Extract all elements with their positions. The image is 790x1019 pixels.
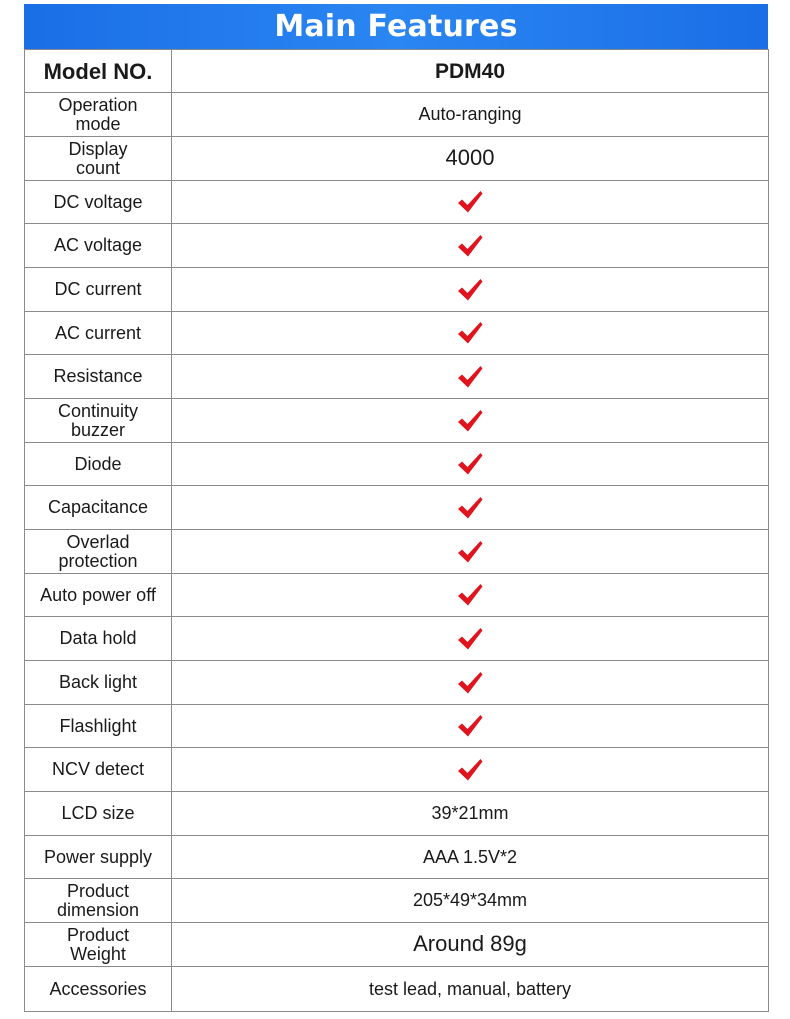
table-row-display-count bbox=[25, 137, 769, 181]
table-row-lcd-size bbox=[25, 792, 769, 836]
feature-label bbox=[25, 661, 172, 705]
feature-value bbox=[172, 312, 769, 355]
feature-label bbox=[25, 574, 172, 617]
feature-value-text: 4000 bbox=[445, 145, 495, 170]
feature-label bbox=[25, 268, 172, 312]
feature-value bbox=[172, 530, 769, 574]
feature-label-text: Overlad protection bbox=[58, 531, 138, 571]
feature-label-text: Continuity buzzer bbox=[57, 400, 139, 440]
feature-label bbox=[25, 792, 172, 836]
feature-label-text: AC current bbox=[54, 322, 142, 343]
table-row-data-hold bbox=[25, 617, 769, 661]
feature-label-text: Auto power off bbox=[40, 584, 156, 605]
feature-label bbox=[25, 224, 172, 268]
table-row-operation-mode bbox=[25, 93, 769, 137]
table-row-product-dimension bbox=[25, 879, 769, 923]
feature-label bbox=[25, 923, 172, 967]
feature-label bbox=[25, 705, 172, 748]
table-row-product-weight bbox=[25, 923, 769, 967]
feature-label-text: Flashlight bbox=[59, 715, 137, 736]
feature-label-text: Display count bbox=[68, 138, 128, 178]
feature-value bbox=[172, 399, 769, 443]
feature-label bbox=[25, 181, 172, 224]
check-mark-icon bbox=[457, 321, 483, 345]
feature-label-text: Accessories bbox=[49, 978, 147, 999]
check-mark-icon bbox=[457, 409, 483, 433]
feature-value bbox=[172, 93, 769, 137]
feature-label-text: DC voltage bbox=[53, 191, 143, 212]
check-mark-icon bbox=[457, 671, 483, 695]
feature-label-text: NCV detect bbox=[51, 759, 145, 779]
feature-value-text: AAA 1.5V*2 bbox=[422, 846, 518, 867]
feature-value-text: Auto-ranging bbox=[418, 104, 522, 124]
feature-value bbox=[172, 792, 769, 836]
feature-value-text: test lead, manual, battery bbox=[368, 978, 572, 999]
feature-label-text: DC current bbox=[54, 279, 142, 299]
check-mark-icon bbox=[457, 234, 483, 258]
feature-value bbox=[172, 705, 769, 748]
feature-label bbox=[25, 399, 172, 443]
feature-label bbox=[25, 93, 172, 137]
feature-label bbox=[25, 530, 172, 574]
feature-label-text: Back light bbox=[58, 672, 138, 692]
table-row-dc-current bbox=[25, 268, 769, 312]
feature-value bbox=[172, 443, 769, 486]
feature-value bbox=[172, 486, 769, 530]
table-row-continuity-buzzer bbox=[25, 399, 769, 443]
header-title: Main Features bbox=[274, 9, 518, 44]
feature-value bbox=[172, 268, 769, 312]
feature-label bbox=[25, 486, 172, 530]
model-label: Model NO. bbox=[25, 50, 172, 93]
feature-label bbox=[25, 355, 172, 399]
feature-label bbox=[25, 967, 172, 1012]
feature-value bbox=[172, 836, 769, 879]
feature-value-text: 205*49*34mm bbox=[412, 890, 528, 910]
feature-value bbox=[172, 181, 769, 224]
check-mark-icon bbox=[457, 540, 483, 564]
feature-label bbox=[25, 617, 172, 661]
check-mark-icon bbox=[457, 278, 483, 302]
check-mark-icon bbox=[457, 627, 483, 651]
table-row-ac-current bbox=[25, 312, 769, 355]
feature-label-text: Data hold bbox=[59, 628, 137, 648]
model-value: PDM40 bbox=[172, 50, 769, 93]
feature-label-text: LCD size bbox=[61, 803, 135, 823]
check-mark-icon bbox=[457, 496, 483, 520]
table-row-capacitance bbox=[25, 486, 769, 530]
feature-label bbox=[25, 443, 172, 486]
feature-label bbox=[25, 879, 172, 923]
feature-label bbox=[25, 312, 172, 355]
feature-label bbox=[25, 836, 172, 879]
table-row-flashlight bbox=[25, 705, 769, 748]
table-row-dc-voltage bbox=[25, 181, 769, 224]
table-row-diode bbox=[25, 443, 769, 486]
main-features-header bbox=[24, 4, 768, 49]
feature-value bbox=[172, 137, 769, 181]
feature-label-text: Power supply bbox=[43, 846, 153, 867]
feature-label-text: Product dimension bbox=[56, 880, 140, 920]
feature-label-text: Capacitance bbox=[47, 497, 149, 517]
feature-label bbox=[25, 137, 172, 181]
feature-value bbox=[172, 617, 769, 661]
feature-label-text: Resistance bbox=[53, 366, 143, 386]
feature-label-text: AC voltage bbox=[53, 235, 143, 255]
check-mark-icon bbox=[457, 190, 483, 214]
feature-label-text: Diode bbox=[74, 453, 122, 474]
table-row-power-supply bbox=[25, 836, 769, 879]
feature-label-text: Operation mode bbox=[58, 94, 138, 134]
feature-value-text: Around 89g bbox=[413, 931, 527, 956]
feature-value bbox=[172, 661, 769, 705]
feature-label bbox=[25, 748, 172, 792]
table-row-ncv-detect bbox=[25, 748, 769, 792]
check-mark-icon bbox=[457, 714, 483, 738]
feature-value bbox=[172, 879, 769, 923]
table-row-resistance bbox=[25, 355, 769, 399]
check-mark-icon bbox=[457, 758, 483, 782]
table-row-accessories bbox=[25, 967, 769, 1012]
feature-value-text: 39*21mm bbox=[431, 803, 509, 823]
feature-value bbox=[172, 967, 769, 1012]
feature-value bbox=[172, 574, 769, 617]
feature-value bbox=[172, 355, 769, 399]
table-row-back-light bbox=[25, 661, 769, 705]
check-mark-icon bbox=[457, 583, 483, 607]
feature-value bbox=[172, 224, 769, 268]
feature-value bbox=[172, 748, 769, 792]
table-row-overlad-protection bbox=[25, 530, 769, 574]
feature-label-text: Product Weight bbox=[66, 924, 130, 964]
feature-value bbox=[172, 923, 769, 967]
check-mark-icon bbox=[457, 365, 483, 389]
table-row-ac-voltage bbox=[25, 224, 769, 268]
table-row-model bbox=[25, 50, 769, 93]
features-table bbox=[24, 49, 769, 1012]
table-row-auto-power-off bbox=[25, 574, 769, 617]
check-mark-icon bbox=[457, 452, 483, 476]
